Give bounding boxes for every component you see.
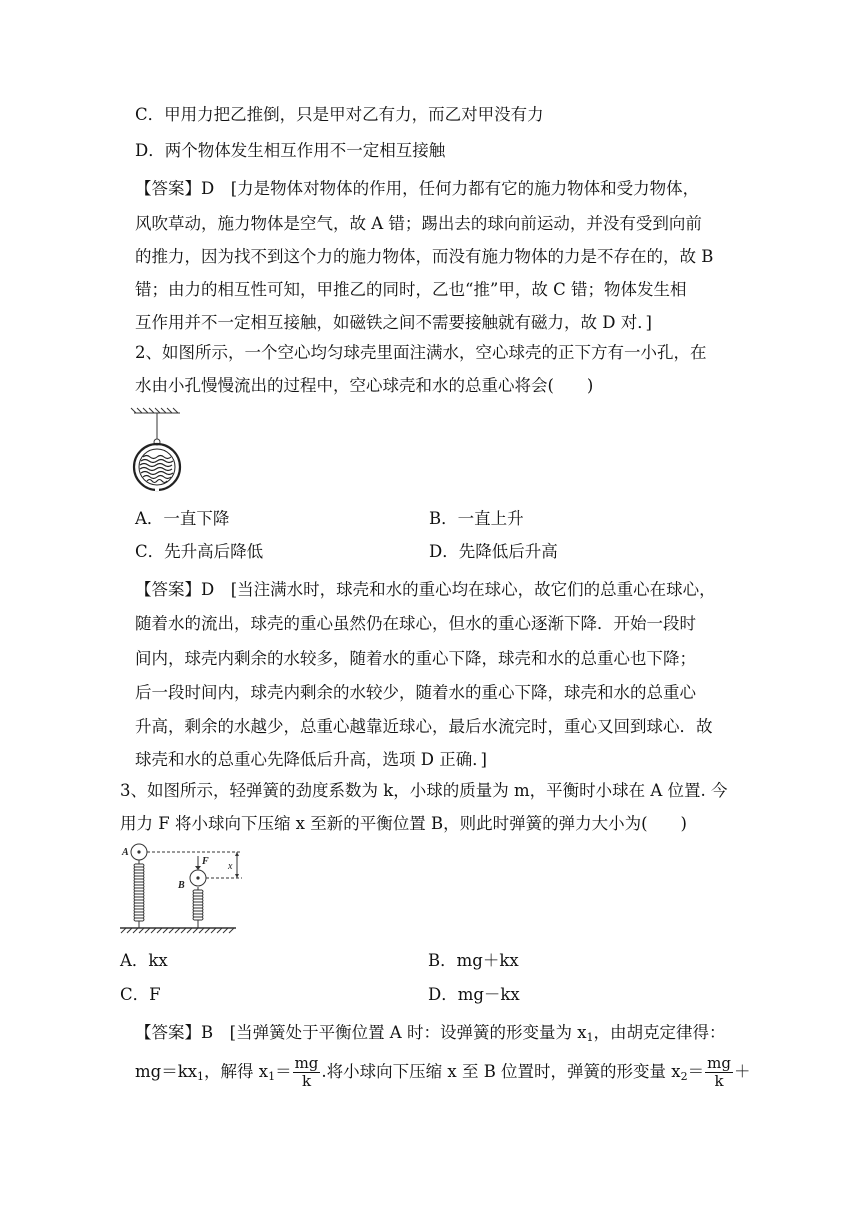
answer-label: 【答案】 <box>135 580 201 599</box>
q2-answer-text-1: D [当注满水时，球壳和水的重心均在球心，故它们的总重心在球心， <box>201 580 716 599</box>
answer-label: 【答案】 <box>135 179 201 198</box>
eq-part: mg＝kx <box>135 1062 198 1081</box>
q2-option-d: D．先降低后升高 <box>429 542 558 561</box>
subscript: 1 <box>197 1070 205 1083</box>
q3-option-b: B．mg＋kx <box>428 951 519 970</box>
eq-part: ，解得 x <box>204 1062 269 1081</box>
label-f: F <box>202 856 209 867</box>
q1-answer-line-2: 风吹草动，施力物体是空气，故 A 错；踢出去的球向前运动，并没有受到向前 <box>135 214 702 233</box>
eq-part: ＝ <box>275 1062 292 1081</box>
q1-answer-line-1 <box>135 178 699 200</box>
label-x: x <box>228 861 233 872</box>
fraction-mg-over-k <box>293 1055 321 1090</box>
q2-answer-line-3: 间内，球壳内剩余的水较多，随着水的重心下降，球壳和水的总重心也下降； <box>135 649 696 668</box>
eq-part: ＋ <box>733 1062 751 1081</box>
q1-answer-line-3: 的推力，因为找不到这个力的施力物体，而没有施力物体的力是不存在的，故 B <box>135 247 714 266</box>
q2-answer-line-2: 随着水的流出，球壳的重心虽然仍在球心，但水的重心逐渐下降．开始一段时 <box>135 614 696 633</box>
q3-answer-text-1: B [当弹簧处于平衡位置 A 时：设弹簧的形变量为 x <box>201 1023 587 1042</box>
eq-part: ＝ <box>687 1062 705 1081</box>
q2-stem-line-1: 2、如图所示，一个空心均匀球壳里面注满水，空心球壳的正下方有一小孔，在 <box>135 343 707 362</box>
q1-answer-text-1: D [力是物体对物体的作用，任何力都有它的施力物体和受力物体， <box>201 179 700 198</box>
eq-part: .将小球向下压缩 x 至 B 位置时，弹簧的形变量 x <box>321 1062 681 1081</box>
q1-answer-line-5: 互作用并不一定相互接触，如磁铁之间不需要接触就有磁力，故 D 对．] <box>135 313 652 332</box>
q3-answer-line-1 <box>135 1022 726 1049</box>
q3-option-a: A．kx <box>120 951 168 970</box>
q2-answer-line-5: 升高，剩余的水越少，总重心越靠近球心，最后水流完时，重心又回到球心．故 <box>135 717 713 736</box>
answer-label: 【答案】 <box>135 1023 201 1042</box>
q3-option-c: C．F <box>120 985 161 1004</box>
q2-option-c: C．先升高后降低 <box>135 542 264 561</box>
subscript: 1 <box>268 1070 276 1083</box>
fraction-denominator: k <box>714 1072 724 1090</box>
fraction-mg-over-k <box>705 1055 733 1090</box>
q2-stem-line-2: 水由小孔慢慢流出的过程中，空心球壳和水的总重心将会( ) <box>135 376 594 395</box>
fraction-numerator: mg <box>707 1054 731 1072</box>
q3-answer-line-2 <box>135 1050 750 1099</box>
q3-stem-line-2: 用力 F 将小球向下压缩 x 至新的平衡位置 B，则此时弹簧的弹力大小为( ) <box>120 814 687 833</box>
q2-answer-line-4: 后一段时间内，球壳内剩余的水较少，随着水的重心下降，球壳和水的总重心 <box>135 683 696 702</box>
fraction-numerator: mg <box>294 1054 319 1072</box>
q1-answer-line-4: 错；由力的相互性可知，甲推乙的同时，乙也“推”甲，故 C 错；物体发生相 <box>135 280 687 299</box>
subscript: 1 <box>586 1031 594 1044</box>
fraction-denominator: k <box>301 1072 312 1090</box>
q1-option-c: C．甲用力把乙推倒，只是甲对乙有力，而乙对甲没有力 <box>135 105 544 124</box>
hollow-sphere-figure <box>128 405 188 495</box>
q1-option-d: D．两个物体发生相互作用不一定相互接触 <box>135 141 446 160</box>
q3-answer-text-1-end: ，由胡克定律得： <box>593 1023 726 1042</box>
label-a: A <box>122 847 129 858</box>
q2-option-a: A．一直下降 <box>135 509 230 528</box>
q2-answer-line-6: 球壳和水的总重心先降低后升高，选项 D 正确．] <box>135 750 487 769</box>
q3-option-d: D．mg－kx <box>428 985 520 1004</box>
subscript: 2 <box>680 1070 688 1083</box>
label-b: B <box>178 880 185 891</box>
spring-figure <box>118 838 248 938</box>
q2-answer-line-1 <box>135 579 716 601</box>
q3-stem-line-1: 3、如图所示，轻弹簧的劲度系数为 k，小球的质量为 m，平衡时小球在 A 位置. 今 <box>120 781 728 800</box>
q2-option-b: B．一直上升 <box>429 509 524 528</box>
